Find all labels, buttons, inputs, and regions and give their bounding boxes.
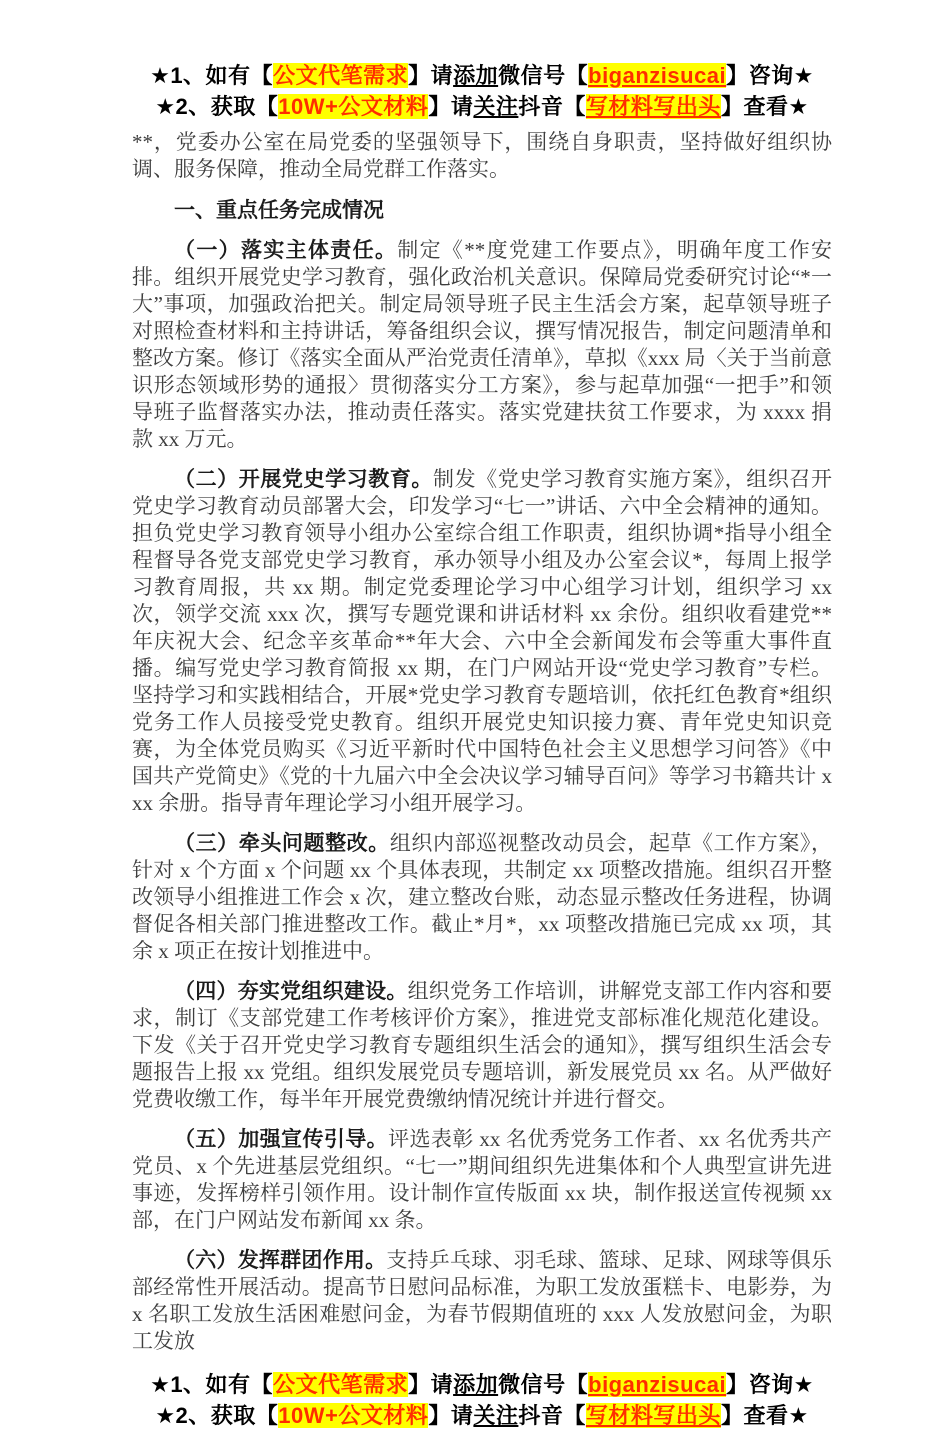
paragraph-lead: （三）牵头问题整改。 (174, 832, 390, 855)
highlight-wechat-id: biganzisucai (588, 1372, 727, 1397)
highlight-service-name: 公文代笔需求 (273, 63, 409, 88)
banner-prefix: ★2、获取【 (155, 1403, 279, 1428)
underline-follow-action: 关注 (473, 94, 519, 119)
banner-prefix: ★1、如有【 (150, 63, 274, 88)
banner-text: 抖音【 (518, 94, 586, 119)
banner-suffix: 】查看★ (720, 94, 809, 119)
paragraph-item-2 (132, 466, 832, 817)
section-heading: 一、重点任务完成情况 (174, 199, 384, 222)
banner-suffix: 】咨询★ (726, 63, 814, 88)
banner-text: 微信号【 (498, 1372, 589, 1397)
document-body (132, 129, 832, 1355)
highlight-material-offer: 10W+公文材料 (278, 94, 429, 119)
paragraph-lead: （四）夯实党组织建设。 (174, 980, 408, 1003)
banner-text: 抖音【 (518, 1403, 586, 1428)
paragraph-item-3 (132, 830, 832, 965)
promo-banner-line-1 (132, 60, 832, 91)
paragraph-text: 支持乒乓球、羽毛球、篮球、足球、网球等俱乐部经常性开展活动。提高节日慰问品标准，为职工发放蛋糕卡、电影券，为 x 名职工发放生活困难慰问金，为春节假期值班的 xxx 人发放慰问金，为职工发放 (132, 1248, 833, 1353)
highlight-service-name: 公文代笔需求 (273, 1372, 409, 1397)
promo-banner-line-2 (132, 91, 832, 122)
paragraph-lead: （六）发挥群团作用。 (174, 1249, 387, 1272)
banner-text: 】请 (428, 94, 474, 119)
paragraph-lead: （五）加强宣传引导。 (174, 1128, 389, 1151)
promo-banner-line-1 (132, 1369, 832, 1400)
paragraph-lead: （一）落实主体责任。 (174, 239, 398, 262)
paragraph-text: 制发《党史学习教育实施方案》，组织召开党史学习教育动员部署大会，印发学习“七一”讲话、六中全会精神的通知。担负党史学习教育领导小组办公室综合组工作职责，组织协调*指导小组全程督导各党支部党史学习教育，承办领导小组及办公室会议*，每周上报学习教育周报，共 xx 期。制定党委理论学习中心组学习计划，组织学习 xx 次，领学交流 xxx 次，撰写专题党课和讲话材料 xx 余份。组织收看建党**年庆祝大会、纪念辛亥革命**年大会、六中全会新闻发布会等重大事件直播。编写党史学习教育简报 xx 期，在门户网站开设“党史学习教育”专栏。坚持学习和实践相结合，开展*党史学习教育专题培训，依托红色教育*组织党务工作人员接受党史教育。组织开展党史知识接力赛、青年党史知识竞赛，为全体党员购买《习近平新时代中国特色社会主义思想学习问答》《中国共产党简史》《党的十九届六中全会决议学习辅导百问》等学习书籍共计 xxx 余册。指导青年理论学习小组开展学习。 (132, 467, 832, 815)
underline-add-action: 添加 (453, 1372, 499, 1397)
highlight-douyin-account: 写材料写出头 (585, 1403, 721, 1428)
paragraph-text: 评选表彰 xx 名优秀党务工作者、xx 名优秀共产党员、x 个先进基层党组织。“七一”期间组织先进集体和个人典型宣讲先进事迹，发挥榜样引领作用。设计制作宣传版面 xx 块，制作报送宣传视频 xx 部，在门户网站发布新闻 xx 条。 (132, 1127, 833, 1232)
promo-banner-top (132, 60, 832, 122)
banner-prefix: ★2、获取【 (155, 94, 279, 119)
intro-paragraph: **，党委办公室在局党委的坚强领导下，围绕自身职责，坚持做好组织协调、服务保障，推动全局党群工作落实。 (132, 130, 832, 181)
underline-follow-action: 关注 (473, 1403, 519, 1428)
promo-banner-line-2 (132, 1400, 832, 1431)
banner-text: 】请 (408, 63, 454, 88)
banner-text: 微信号【 (498, 63, 589, 88)
highlight-material-offer: 10W+公文材料 (278, 1403, 429, 1428)
banner-suffix: 】查看★ (720, 1403, 809, 1428)
banner-suffix: 】咨询★ (726, 1372, 814, 1397)
banner-prefix: ★1、如有【 (150, 1372, 274, 1397)
paragraph-text: 制定《**度党建工作要点》，明确年度工作安排。组织开展党史学习教育，强化政治机关意识。保障局党委研究讨论“*一大”事项，加强政治把关。制定局领导班子民主生活会方案，起草领导班子对照检查材料和主持讲话，筹备组织会议，撰写情况报告，制定问题清单和整改方案。修订《落实全面从严治党责任清单》，草拟《xxx 局〈关于当前意识形态领域形势的通报〉贯彻落实分工方案》，参与起草加强“一把手”和领导班子监督落实办法，推动责任落实。落实党建扶贫工作要求，为 xxxx 捐款 xx 万元。 (132, 238, 833, 451)
banner-text: 】请 (428, 1403, 474, 1428)
paragraph-text: 组织党务工作培训，讲解党支部工作内容和要求，制订《支部党建工作考核评价方案》，推进党支部标准化规范化建设。下发《关于召开党史学习教育专题组织生活会的通知》，撰写组织生活会专题报告上报 xx 党组。组织发展党员专题培训，新发展党员 xx 名。从严做好党费收缴工作，每半年开展党费缴纳情况统计并进行督交。 (132, 979, 833, 1111)
paragraph-item-6 (132, 1247, 832, 1355)
promo-banner-bottom (132, 1369, 832, 1431)
banner-text: 】请 (408, 1372, 454, 1397)
highlight-douyin-account: 写材料写出头 (585, 94, 721, 119)
highlight-wechat-id: biganzisucai (588, 63, 727, 88)
paragraph-item-4 (132, 978, 832, 1113)
paragraph-item-1 (132, 237, 832, 453)
paragraph-text: 组织内部巡视整改动员会，起草《工作方案》，针对 x 个方面 x 个问题 xx 个具体表现，共制定 xx 项整改措施。组织召开整改领导小组推进工作会 x 次，建立整改台账，动态显示整改任务进程，协调督促各相关部门推进整改工作。截止*月*，xx 项整改措施已完成 xx 项，其余 x 项正在按计划推进中。 (132, 831, 833, 963)
underline-add-action: 添加 (453, 63, 499, 88)
paragraph-item-5 (132, 1126, 832, 1234)
paragraph-lead: （二）开展党史学习教育。 (174, 468, 433, 491)
